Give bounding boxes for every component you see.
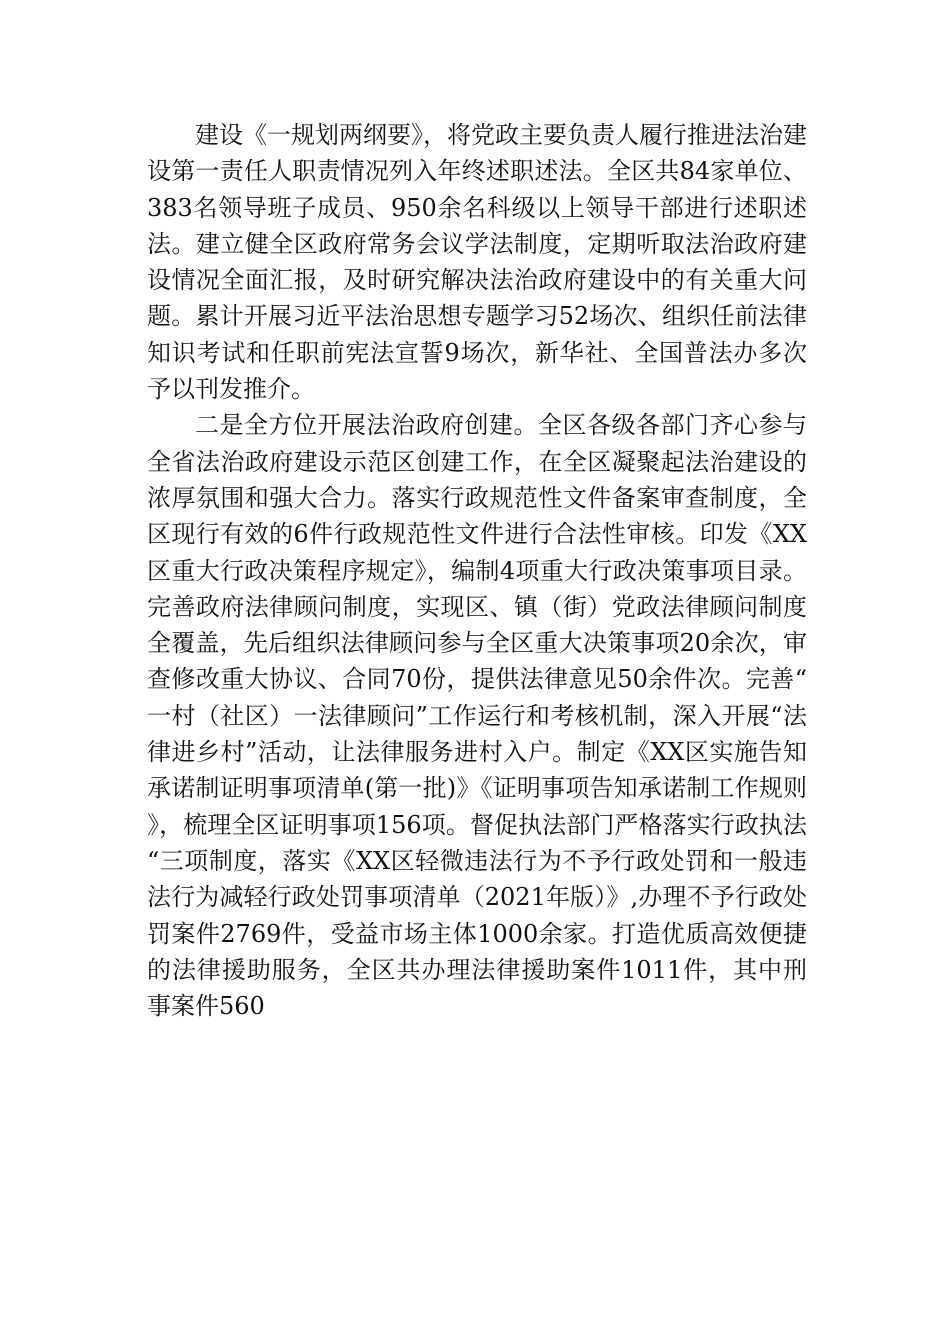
- body-text: [147, 117, 807, 1024]
- paragraph-2: 二是全方位开展法治政府创建。全区各级各部门齐心参与全省法治政府建设示范区创建工作，在全区凝聚起法治建设的浓厚氛围和强大合力。落实行政规范性文件备案审查制度，全区现行有效的6件行政规范性文件进行合法性审核。印发《XX区重大行政决策程序规定》，编制4项重大行政决策事项目录。完善政府法律顾问制度，实现区、镇（街）党政法律顾问制度全覆盖，先后组织法律顾问参与全区重大决策事项20余次，审查修改重大协议、合同70份，提供法律意见50余件次。完善“一村（社区）一法律顾问”工作运行和考核机制，深入开展“法律进乡村”活动，让法律服务进村入户。制定《XX区实施告知承诺制证明事项清单(第一批)》《证明事项告知承诺制工作规则》，梳理全区证明事项156项。督促执法部门严格落实行政执法“三项制度，落实《XX区轻微违法行为不予行政处罚和一般违法行为减轻行政处罚事项清单（2021年版）》,办理不予行政处罚案件2769件，受益市场主体1000余家。打造优质高效便捷的法律援助服务，全区共办理法律援助案件1011件，其中刑事案件560: [147, 411, 807, 1021]
- paragraph-1: 建设《一规划两纲要》，将党政主要负责人履行推进法治建设第一责任人职责情况列入年终述职述法。全区共84家单位、383名领导班子成员、950余名科级以上领导干部进行述职述法。建立健全区政府常务会议学法制度，定期听取法治政府建设情况全面汇报，及时研究解决法治政府建设中的有关重大问题。累计开展习近平法治思想专题学习52场次、组织任前法律知识考试和任职前宪法宣誓9场次，新华社、全国普法办多次予以刊发推介。: [147, 121, 807, 404]
